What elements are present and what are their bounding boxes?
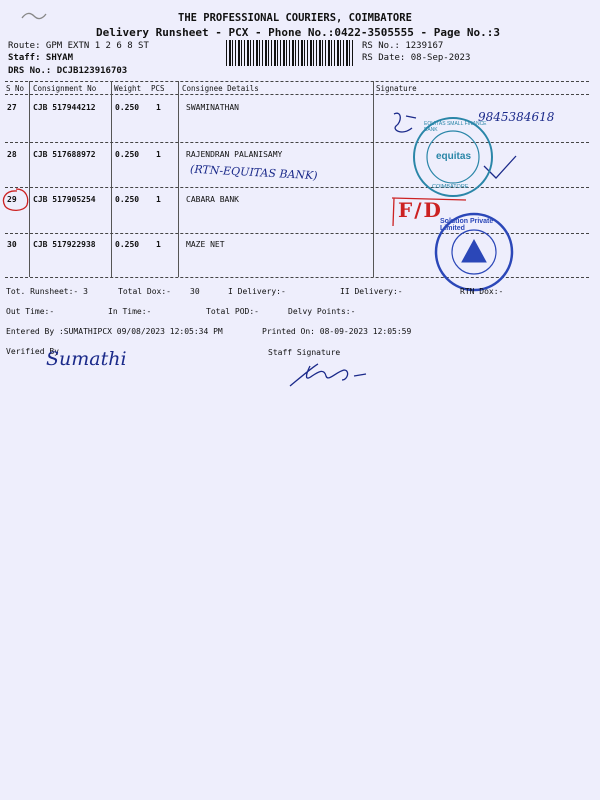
staff-signature: [284, 358, 384, 392]
col-divider-1: [29, 81, 30, 277]
row-sno: 29: [7, 195, 17, 204]
equitas-ring-text: EQUITAS SMALL FINANCE BANK: [424, 121, 487, 133]
verifier-signature: Sumathi: [46, 348, 127, 370]
logo-scribble: [20, 8, 50, 24]
row-consignment: CJB 517688972: [33, 150, 96, 159]
col-header-signature: Signature: [376, 84, 417, 93]
printed-on: Printed On: 08-09-2023 12:05:59: [262, 327, 412, 336]
verified-by-label: Verified By: [6, 347, 59, 356]
col-divider-3: [178, 81, 179, 277]
row-pcs: 1: [156, 240, 161, 249]
row-weight: 0.250: [115, 195, 140, 204]
table-header-rule: [5, 94, 589, 95]
row-consignment: CJB 517922938: [33, 240, 96, 249]
col-header-consignment: Consignment No: [33, 84, 97, 93]
table-top-rule: [5, 81, 589, 82]
total-runsheet: Tot. Runsheet:- 3: [6, 287, 88, 296]
rs-number: RS No.: 1239167: [362, 41, 444, 51]
company-name: THE PROFESSIONAL COURIERS, COIMBATORE: [178, 12, 412, 24]
row-consignment: CJB 517905254: [33, 195, 96, 204]
ii-delivery: II Delivery:-: [340, 287, 403, 296]
row-sno: 30: [7, 240, 17, 249]
rs-date: RS Date: 08-Sep-2023: [362, 53, 471, 63]
row-divider: [5, 142, 589, 143]
out-time: Out Time:-: [6, 307, 55, 316]
col-divider-2: [111, 81, 112, 277]
drs-number: DRS No.: DCJB123916703: [8, 66, 128, 76]
row-sno: 27: [7, 103, 17, 112]
row-pcs: 1: [156, 103, 161, 112]
handwritten-rtn-note: (RTN-EQUITAS BANK): [189, 162, 318, 183]
handwritten-phone: 9845384618: [478, 110, 555, 124]
equitas-city-text: COIMBATORE: [432, 184, 469, 190]
row-sno: 28: [7, 150, 17, 159]
total-pod: Total POD:-: [206, 307, 259, 316]
rtn-dox: RTN Dox:-: [460, 287, 504, 296]
col-divider-4: [373, 81, 374, 277]
col-header-pcs: PCS: [151, 84, 165, 93]
row-weight: 0.250: [115, 150, 140, 159]
row-weight: 0.250: [115, 103, 140, 112]
runsheet-title: Delivery Runsheet - PCX - Phone No.:0422-3505555 - Page No.:3: [96, 26, 500, 39]
in-time: In Time:-: [108, 307, 152, 316]
equitas-logo-text: equitas: [436, 151, 472, 162]
staff-label: Staff: SHYAM: [8, 53, 74, 63]
fd-mark: F/D: [398, 198, 443, 222]
row-divider: [5, 187, 589, 188]
total-dox-label: Total Dox:-: [118, 287, 171, 296]
delivery-points: Delvy Points:-: [288, 307, 356, 316]
circle-mark-29: [1, 186, 31, 214]
solution-ring-text: Solution Private Limited: [440, 218, 494, 232]
staff-signature-label: Staff Signature: [268, 348, 341, 357]
col-header-sno: S No: [6, 84, 25, 93]
col-header-consignee: Consignee Details: [182, 84, 259, 93]
barcode: [226, 40, 354, 66]
solution-stamp: [430, 212, 518, 292]
row-consignee: RAJENDRAN PALANISAMY: [186, 150, 283, 159]
i-delivery: I Delivery:-: [228, 287, 286, 296]
row-weight: 0.250: [115, 240, 140, 249]
equitas-stamp: [412, 116, 494, 198]
row-consignee: CABARA BANK: [186, 195, 239, 204]
total-dox-value: 30: [190, 287, 200, 296]
row-pcs: 1: [156, 150, 161, 159]
entered-by: Entered By :SUMATHIPCX 09/08/2023 12:05:34 PM: [6, 327, 223, 336]
route-label: Route: GPM EXTN 1 2 6 8 ST: [8, 41, 149, 51]
row-consignee: MAZE NET: [186, 240, 225, 249]
row-consignment: CJB 517944212: [33, 103, 96, 112]
row-consignee: SWAMINATHAN: [186, 103, 239, 112]
row-pcs: 1: [156, 195, 161, 204]
col-header-weight: Weight: [114, 84, 142, 93]
